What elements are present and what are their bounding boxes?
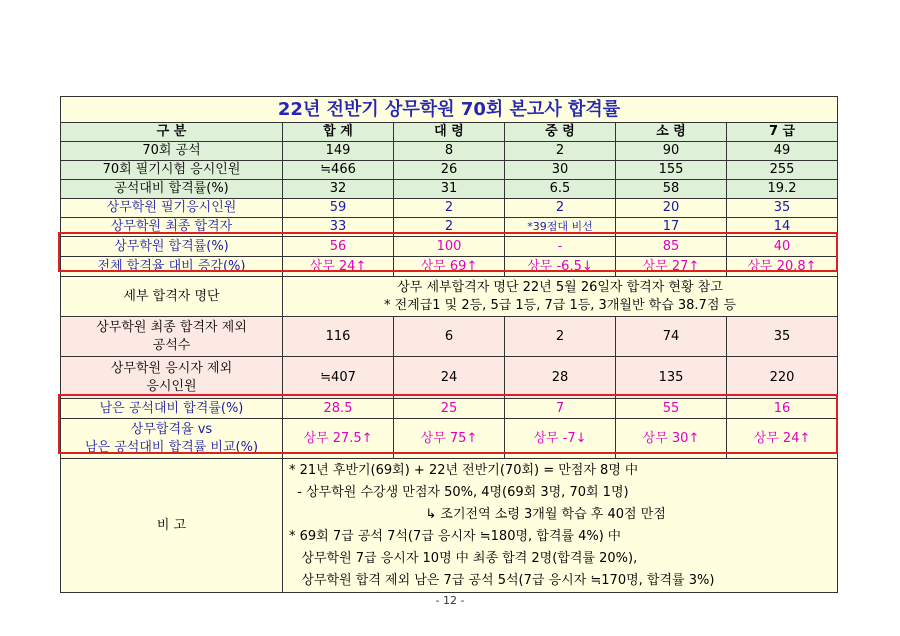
row-label-line: 남은 공석대비 합격률 비교(%): [84, 439, 259, 455]
table-cell: 상무 -7↓: [505, 419, 616, 459]
table-cell: 상무 24↑: [283, 257, 394, 277]
table-row: [61, 161, 838, 180]
table-row: [61, 317, 838, 357]
table-cell: 35: [727, 199, 838, 218]
row-label: [61, 317, 283, 357]
remark-line: * 69회 7급 공석 7석(7급 응시자 ≒180명, 합격률 4%) 中: [289, 528, 621, 544]
table-cell: 85: [616, 237, 727, 257]
table-cell: 255: [727, 161, 838, 180]
table-cell: 상무 20.8↑: [727, 257, 838, 277]
table-cell: 상무 30↑: [616, 419, 727, 459]
table-cell: 2: [394, 218, 505, 237]
table-cell: 135: [616, 357, 727, 399]
table-cell: ≒407: [283, 357, 394, 399]
table-cell: 49: [727, 142, 838, 161]
header-cell: 소 령: [616, 123, 727, 142]
table-cell: 16: [727, 399, 838, 419]
table-cell: 100: [394, 237, 505, 257]
table-row: [61, 218, 838, 237]
remarks-cell: [283, 459, 838, 593]
table-cell: 25: [394, 399, 505, 419]
table-cell: 2: [505, 317, 616, 357]
row-label: 70회 필기시험 응시인원: [61, 161, 283, 180]
table-row: [61, 180, 838, 199]
table-cell: 상무 75↑: [394, 419, 505, 459]
table-cell: 상무 69↑: [394, 257, 505, 277]
page-number: - 12 -: [435, 594, 465, 607]
row-label: 전체 합격율 대비 증감(%): [61, 257, 283, 277]
table-cell: 31: [394, 180, 505, 199]
table-row: [61, 399, 838, 419]
detail-row: [61, 277, 838, 317]
table-cell: 2: [505, 142, 616, 161]
table-cell: 상무 27.5↑: [283, 419, 394, 459]
header-cell: 구 분: [61, 123, 283, 142]
row-label-line: 상무학원 응시자 제외: [110, 360, 233, 376]
table-row: [61, 357, 838, 399]
remark-line: - 상무학원 수강생 만점자 50%, 4명(69회 3명, 70회 1명): [289, 484, 629, 500]
row-label-line: 응시인원: [146, 378, 197, 394]
table-cell: 6.5: [505, 180, 616, 199]
table-cell: 58: [616, 180, 727, 199]
table-cell: 155: [616, 161, 727, 180]
detail-line: 상무 세부합격자 명단 22년 5월 26일자 합격자 현황 참고: [397, 279, 723, 295]
header-cell: 대 령: [394, 123, 505, 142]
row-label: [61, 419, 283, 459]
header-cell: 합 계: [283, 123, 394, 142]
header-cell: 7 급: [727, 123, 838, 142]
remarks-row: [61, 459, 838, 593]
row-label: 비 고: [61, 459, 283, 593]
row-label: 70회 공석: [61, 142, 283, 161]
table-cell: -: [505, 237, 616, 257]
table-cell: 32: [283, 180, 394, 199]
table-cell: 상무 27↑: [616, 257, 727, 277]
remark-line: * 21년 후반기(69회) + 22년 전반기(70회) = 만점자 8명 中: [289, 462, 639, 478]
pass-rate-table: [60, 96, 838, 593]
table-cell: 40: [727, 237, 838, 257]
table-cell: 56: [283, 237, 394, 257]
detail-cell: [283, 277, 838, 317]
table-cell: 35: [727, 317, 838, 357]
table-title: 22년 전반기 상무학원 70회 본고사 합격률: [61, 97, 838, 123]
row-label: 세부 합격자 명단: [61, 277, 283, 317]
row-label-line: 상무합격율 vs: [130, 421, 213, 437]
table-row: [61, 419, 838, 459]
table-cell: 90: [616, 142, 727, 161]
table-cell: 149: [283, 142, 394, 161]
table-cell: 상무 24↑: [727, 419, 838, 459]
table-cell: 상무 -6.5↓: [505, 257, 616, 277]
table-cell: 2: [394, 199, 505, 218]
row-label: 남은 공석대비 합격률(%): [61, 399, 283, 419]
table-cell: 2: [505, 199, 616, 218]
row-label-line: 상무학원 최종 합격자 제외: [96, 319, 247, 335]
header-cell: 중 령: [505, 123, 616, 142]
table-cell: 116: [283, 317, 394, 357]
table-row: [61, 199, 838, 218]
table-row: [61, 237, 838, 257]
row-label: 상무학원 필기응시인원: [61, 199, 283, 218]
row-label: 공석대비 합격률(%): [61, 180, 283, 199]
table-cell: 55: [616, 399, 727, 419]
remark-line: 상무학원 7급 응시자 10명 中 최종 합격 2명(합격률 20%),: [289, 550, 638, 566]
table-cell: 33: [283, 218, 394, 237]
table-cell: *39점대 비선: [505, 218, 616, 237]
row-label-line: 공석수: [152, 337, 191, 353]
row-label: 상무학원 합격률(%): [61, 237, 283, 257]
table-cell: ≒466: [283, 161, 394, 180]
table-cell: 59: [283, 199, 394, 218]
remark-line: ↳ 조기전역 소령 3개월 학습 후 40점 만점: [289, 506, 666, 522]
table-cell: 28.5: [283, 399, 394, 419]
row-label: 상무학원 최종 합격자: [61, 218, 283, 237]
table-cell: 7: [505, 399, 616, 419]
table-cell: 24: [394, 357, 505, 399]
detail-line: * 전계급1 및 2등, 5급 1등, 7급 1등, 3개월반 학습 38.7점 등: [383, 297, 737, 313]
table-cell: 8: [394, 142, 505, 161]
header-row: [61, 123, 838, 142]
table-cell: 28: [505, 357, 616, 399]
table-cell: 19.2: [727, 180, 838, 199]
table-cell: 17: [616, 218, 727, 237]
table-cell: 220: [727, 357, 838, 399]
row-label: [61, 357, 283, 399]
remark-line: 상무학원 합격 제외 남은 7급 공석 5석(7급 응시자 ≒170명, 합격률 3%): [289, 572, 715, 588]
table-row: [61, 257, 838, 277]
table-cell: 20: [616, 199, 727, 218]
table-cell: 30: [505, 161, 616, 180]
table-cell: 14: [727, 218, 838, 237]
table-row: [61, 142, 838, 161]
table-cell: 74: [616, 317, 727, 357]
table-cell: 6: [394, 317, 505, 357]
table-cell: 26: [394, 161, 505, 180]
